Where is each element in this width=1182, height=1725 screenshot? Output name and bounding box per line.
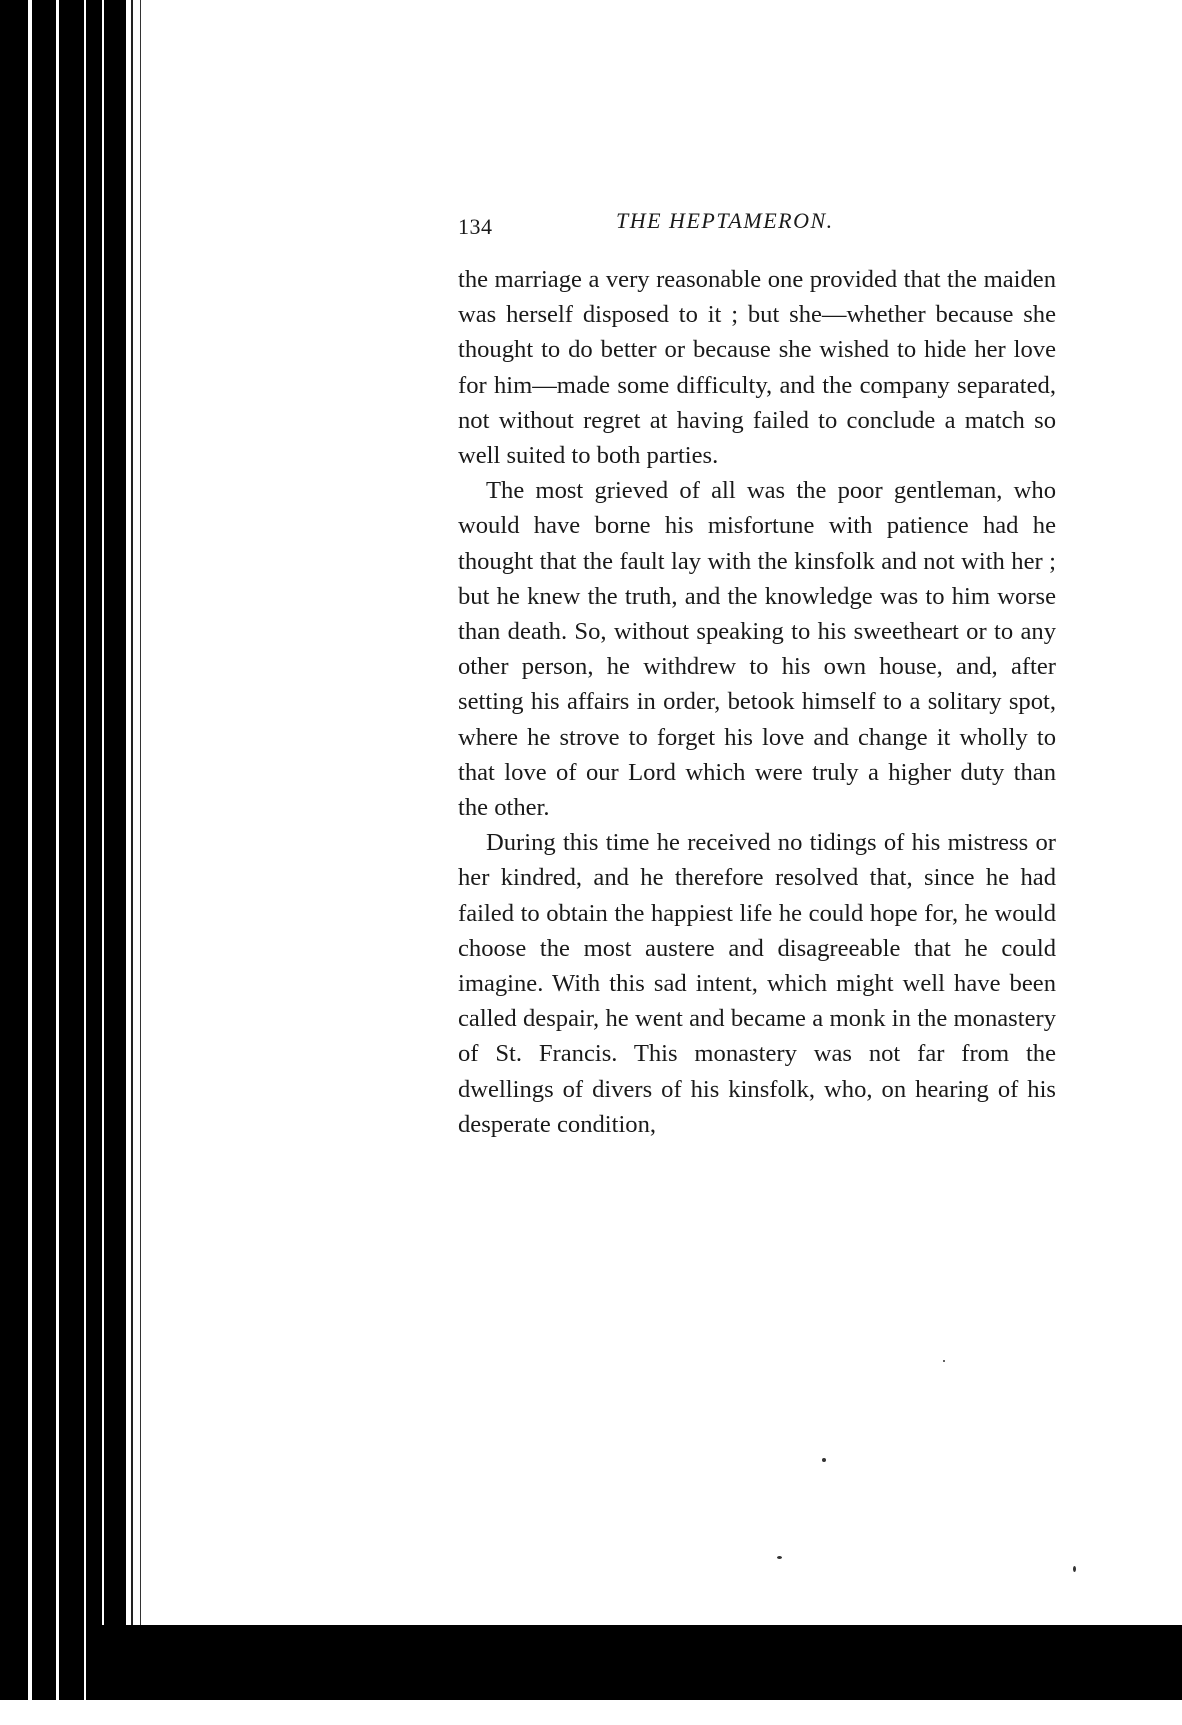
paper-speck [777,1556,782,1559]
book-spine-edge [0,0,120,1725]
body-text [458,262,1056,1142]
spine-streak [84,0,86,1725]
bottom-margin [0,1700,1182,1725]
spine-streak [56,0,59,1725]
page-edge-lines [120,0,190,1725]
page-header [458,208,1058,248]
paper-speck [1073,1566,1076,1572]
page-number: 134 [458,214,493,239]
running-title: THE HEPTAMERON. [616,208,834,233]
paper-speck [943,1360,945,1362]
paragraph: the marriage a very reasonable one provided that the maiden was herself disposed to it ; but she—whether because she thought to do better or because she wished to hide her love for him—made some difficulty, and the company separated, not without regret at having failed to conclude a match so well suited to both parties. [458,266,1056,470]
paper-speck [822,1458,826,1462]
spine-gap [28,0,32,1725]
paragraph: During this time he received no tidings of his mistress or her kindred, and he therefore resolved that, since he had failed to obtain the happiest life he could hope for, he would choose the most austere and disagreeable that he could imagine. With this sad intent, which might well have been called despair, he went and became a monk in the monastery of St. Francis. This monastery was not far from the dwellings of divers of his kinsfolk, who, on hearing of his desperate condition, [458,829,1056,1138]
spine-streak [102,0,104,1725]
paragraph: The most grieved of all was the poor gentleman, who would have borne his misfortune with patience had he thought that the fault lay with the kinsfolk and not with her ; but he knew the truth, and the knowledge was to him worse than death. So, without speaking to his sweetheart or to any other person, he withdrew to his own house, and, after setting his affairs in order, betook himself to a solitary spot, where he strove to forget his love and change it wholly to that love of our Lord which were truly a higher duty than the other. [458,477,1056,822]
